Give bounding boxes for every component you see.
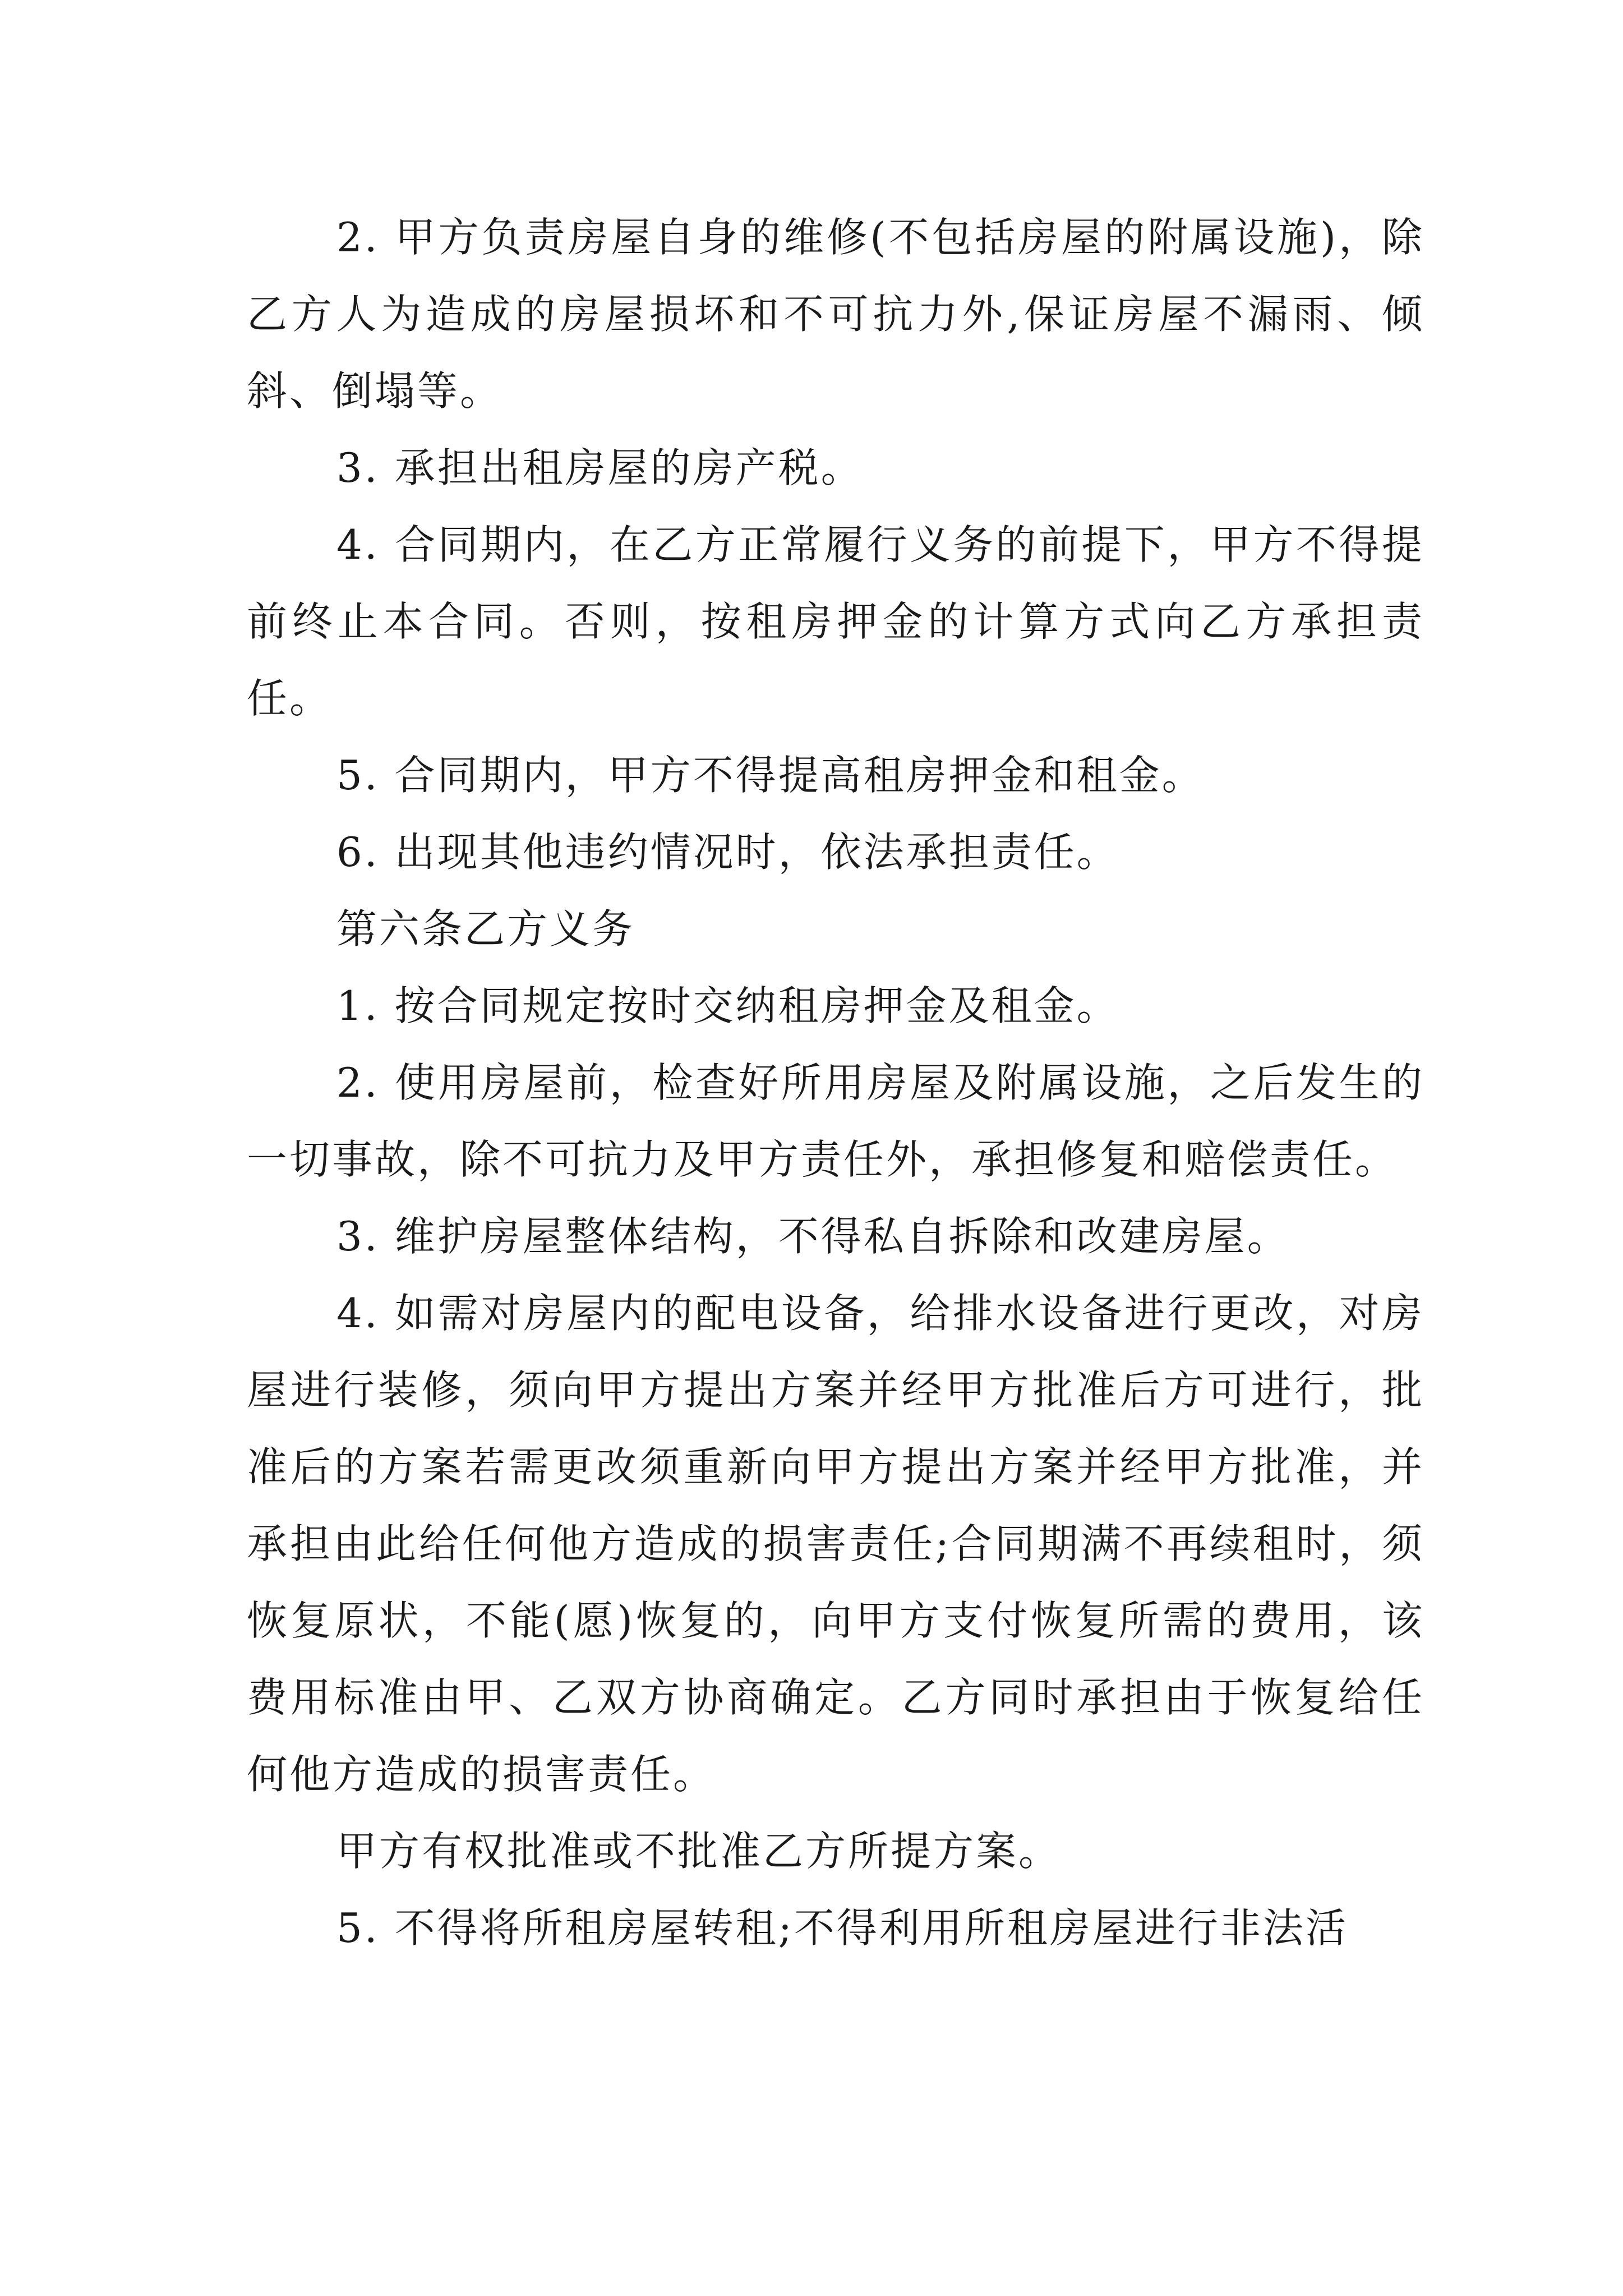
- paragraph-other-breach: 6. 出现其他违约情况时，依法承担责任。: [336, 829, 1119, 876]
- section-heading-article-6: 第六条乙方义务: [336, 905, 635, 953]
- paragraph-landlord-approval-right: 甲方有权批准或不批准乙方所提方案。: [336, 1828, 1062, 1875]
- paragraph-no-sublet: 5. 不得将所租房屋转租;不得利用所租房屋进行非法活: [336, 1904, 1348, 1952]
- paragraph-renovation-approval: 4. 如需对房屋内的配电设备，给排水设备进行更改，对房屋进行装修，须向甲方提出方案并经甲方批准后方可进行，批准后的方案若需更改须重新向甲方提出方案并经甲方批准，并承担由此给任何他方造成的损害责任;合同期满不再续租时，须恢复原状，不能(愿)恢复的，向甲方支付恢复所需的费用，该费用标准由甲、乙双方协商确定。乙方同时承担由于恢复给任何他方造成的损害责任。: [247, 1290, 1424, 1798]
- paragraph-inspect-property: 2. 使用房屋前，检查好所用房屋及附属设施，之后发生的一切事故，除不可抗力及甲方责任外，承担修复和赔偿责任。: [247, 1059, 1424, 1183]
- paragraph-landlord-repair: 2. 甲方负责房屋自身的维修(不包括房屋的附属设施)，除乙方人为造成的房屋损坏和不可抗力外,保证房屋不漏雨、倾斜、倒塌等。: [247, 214, 1424, 415]
- paragraph-no-rent-increase: 5. 合同期内，甲方不得提高租房押金和租金。: [336, 752, 1205, 799]
- paragraph-property-tax: 3. 承担出租房屋的房产税。: [336, 444, 864, 491]
- paragraph-pay-deposit-rent: 1. 按合同规定按时交纳租房押金及租金。: [336, 982, 1119, 1029]
- paragraph-no-early-termination: 4. 合同期内，在乙方正常履行义务的前提下，甲方不得提前终止本合同。否则，按租房押金的计算方式向乙方承担责任。: [247, 521, 1424, 722]
- document-body: [247, 199, 1424, 1967]
- paragraph-maintain-structure: 3. 维护房屋整体结构，不得私自拆除和改建房屋。: [336, 1213, 1290, 1260]
